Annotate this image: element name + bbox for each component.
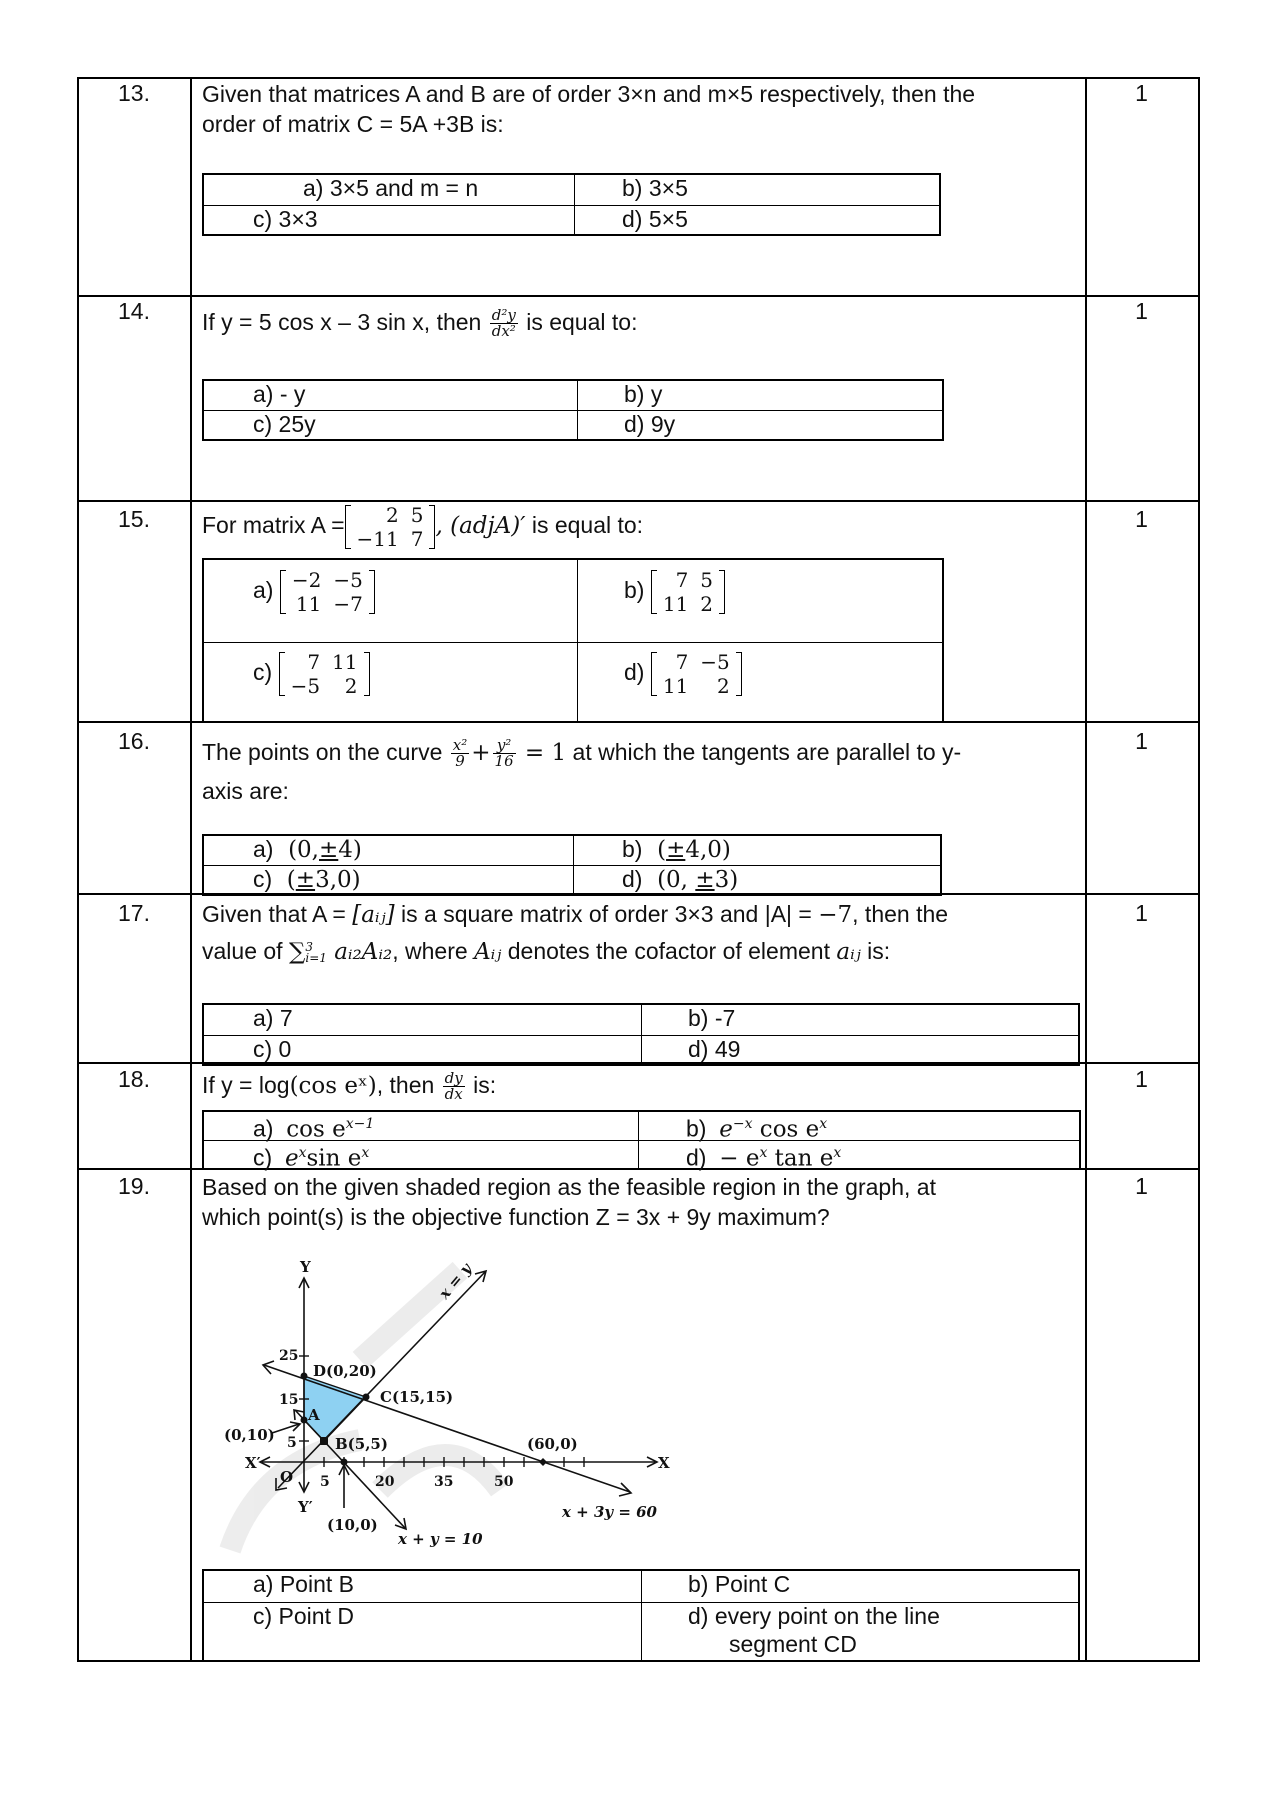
svg-text:(0,10): (0,10) [224, 1426, 275, 1444]
svg-text:25: 25 [279, 1348, 299, 1364]
svg-text:15: 15 [279, 1392, 299, 1408]
question-number: 16. [118, 728, 150, 754]
svg-text:5: 5 [320, 1474, 330, 1490]
question-number: 14. [118, 298, 150, 324]
option-d[interactable]: d) (0, ±3) [622, 866, 739, 893]
question-text-suffix: is equal to: [526, 309, 638, 335]
question-number: 15. [118, 506, 150, 532]
question-number: 19. [118, 1173, 150, 1199]
svg-text:Y′: Y′ [298, 1498, 313, 1516]
question-marks: 1 [1135, 298, 1148, 324]
question-text-prefix: If y = 5 cos x – 3 sin x, then [202, 309, 482, 335]
option-b[interactable]: b) Point C [688, 1571, 791, 1597]
svg-text:B(5,5): B(5,5) [335, 1435, 388, 1453]
question-number: 13. [118, 80, 150, 106]
feasible-region-graph [200, 1250, 760, 1560]
option-b[interactable]: b) 7 5 11 2 [624, 568, 725, 616]
question-text-line1: Given that A = [aᵢⱼ] is a square matrix of order 3×3 and |A| = −7, then the [202, 901, 949, 928]
option-c-matrix: 7 11 −5 2 [279, 650, 370, 698]
option-d-line1: d) every point on the line [688, 1603, 940, 1629]
svg-text:20: 20 [375, 1474, 395, 1490]
option-a[interactable]: a) (0,±4) [253, 836, 362, 863]
svg-text:X: X [658, 1454, 670, 1472]
svg-text:(10,0): (10,0) [327, 1516, 378, 1534]
option-d[interactable]: d) 49 [688, 1036, 741, 1062]
svg-text:5: 5 [287, 1435, 297, 1451]
answer-options-table [202, 1003, 1080, 1066]
derivative-fraction: $\frac{\text{d²y}}{\text{dx²}}$ [491, 306, 516, 341]
svg-text:X′: X′ [245, 1454, 261, 1472]
option-c[interactable]: c) 3×3 [253, 206, 318, 232]
option-d[interactable]: d) 5×5 [622, 206, 688, 232]
option-d[interactable]: d) 7 −5 11 2 [624, 650, 742, 698]
svg-text:x + 3y = 60: x + 3y = 60 [562, 1503, 657, 1521]
row-divider [77, 295, 1200, 297]
option-c[interactable]: c) 25y [253, 411, 316, 437]
svg-text:O: O [280, 1468, 294, 1486]
option-c[interactable]: c) Point D [253, 1603, 354, 1629]
option-d[interactable]: d) 9y [624, 411, 676, 437]
option-a[interactable]: a) −2 −5 11 −7 [253, 568, 375, 616]
question-number: 18. [118, 1066, 150, 1092]
svg-text:A: A [308, 1406, 320, 1424]
option-c[interactable]: c) 7 11 −5 2 [253, 650, 370, 698]
question-marks: 1 [1135, 1173, 1148, 1199]
svg-text:50: 50 [494, 1474, 514, 1490]
svg-text:x = y: x = y [435, 1259, 476, 1303]
question-number: 17. [118, 900, 150, 926]
question-text-line2: which point(s) is the objective function Z = 3x + 9y maximum? [202, 1204, 830, 1230]
option-a[interactable]: a) Point B [253, 1571, 354, 1597]
option-d[interactable]: $d) - e^x$ $\tan e^x$ [686, 1144, 842, 1172]
svg-text:35: 35 [434, 1474, 454, 1490]
option-b[interactable]: b) (±4,0) [622, 836, 731, 863]
option-a[interactable]: a) $\cos e^{x-1}$ [253, 1115, 375, 1143]
matrix-a: 2 5 −11 7 [345, 503, 436, 551]
question-text-line2: order of matrix C = 5A +3B is: [202, 111, 504, 137]
table-right-border [1198, 77, 1200, 1662]
question-marks: 1 [1135, 728, 1148, 754]
svg-text:(60,0): (60,0) [527, 1435, 578, 1453]
svg-text:C(15,15): C(15,15) [380, 1388, 454, 1406]
option-d-line2: segment CD [729, 1631, 857, 1657]
option-c[interactable]: c) (±3,0) [253, 866, 361, 893]
question-text: If y = log(cos eˣ), then $\frac{dy}{dx}$ is: [202, 1069, 497, 1104]
question-text-line2: value of ∑ 3 i=1 aᵢ₂Aᵢ₂, where Aᵢⱼ denotes the cofactor of element aᵢⱼ is: [202, 938, 891, 965]
row-divider [77, 500, 1200, 502]
option-a[interactable]: a) 7 [253, 1005, 293, 1031]
option-a-matrix: −2 −5 11 −7 [280, 568, 375, 616]
question-text-line1: The points on the curve $\frac{\text{x²}}{9}$ + $\frac{\text{y²}}{16}$ = 1 at which the tangents are parallel to y- [202, 736, 962, 771]
option-d-matrix: 7 −5 11 2 [651, 650, 742, 698]
option-b[interactable]: b) 3×5 [622, 175, 688, 201]
question-marks: 1 [1135, 1066, 1148, 1092]
question-text [202, 306, 637, 339]
option-d[interactable] [688, 1602, 940, 1658]
svg-text:Y: Y [300, 1258, 311, 1276]
option-c[interactable]: c) 0 [253, 1036, 292, 1062]
svg-text:D(0,20): D(0,20) [313, 1362, 377, 1380]
question-text-line2: axis are: [202, 778, 289, 804]
question-marks: 1 [1135, 900, 1148, 926]
option-b-matrix: 7 5 11 2 [651, 568, 725, 616]
option-c[interactable]: c) $e^x\sin$ $e^x$ [253, 1144, 370, 1172]
question-text: For matrix A = 2 5 −11 7 , (adjA)′ is equal to: [202, 503, 644, 551]
question-text-line1: Given that matrices A and B are of order 3×n and m×5 respectively, then the [202, 81, 976, 107]
question-marks: 1 [1135, 80, 1148, 106]
option-b[interactable]: b) y [624, 381, 663, 407]
option-a[interactable]: a) 3×5 and m = n [303, 175, 479, 201]
option-a[interactable]: a) - y [253, 381, 306, 407]
question-marks: 1 [1135, 506, 1148, 532]
option-b[interactable]: b) -7 [688, 1005, 736, 1031]
question-text-line1: Based on the given shaded region as the feasible region in the graph, at [202, 1174, 936, 1200]
svg-text:x + y = 10: x + y = 10 [398, 1530, 483, 1548]
option-b[interactable]: b) $e^{-x}$ $\cos e^x$ [686, 1115, 828, 1143]
